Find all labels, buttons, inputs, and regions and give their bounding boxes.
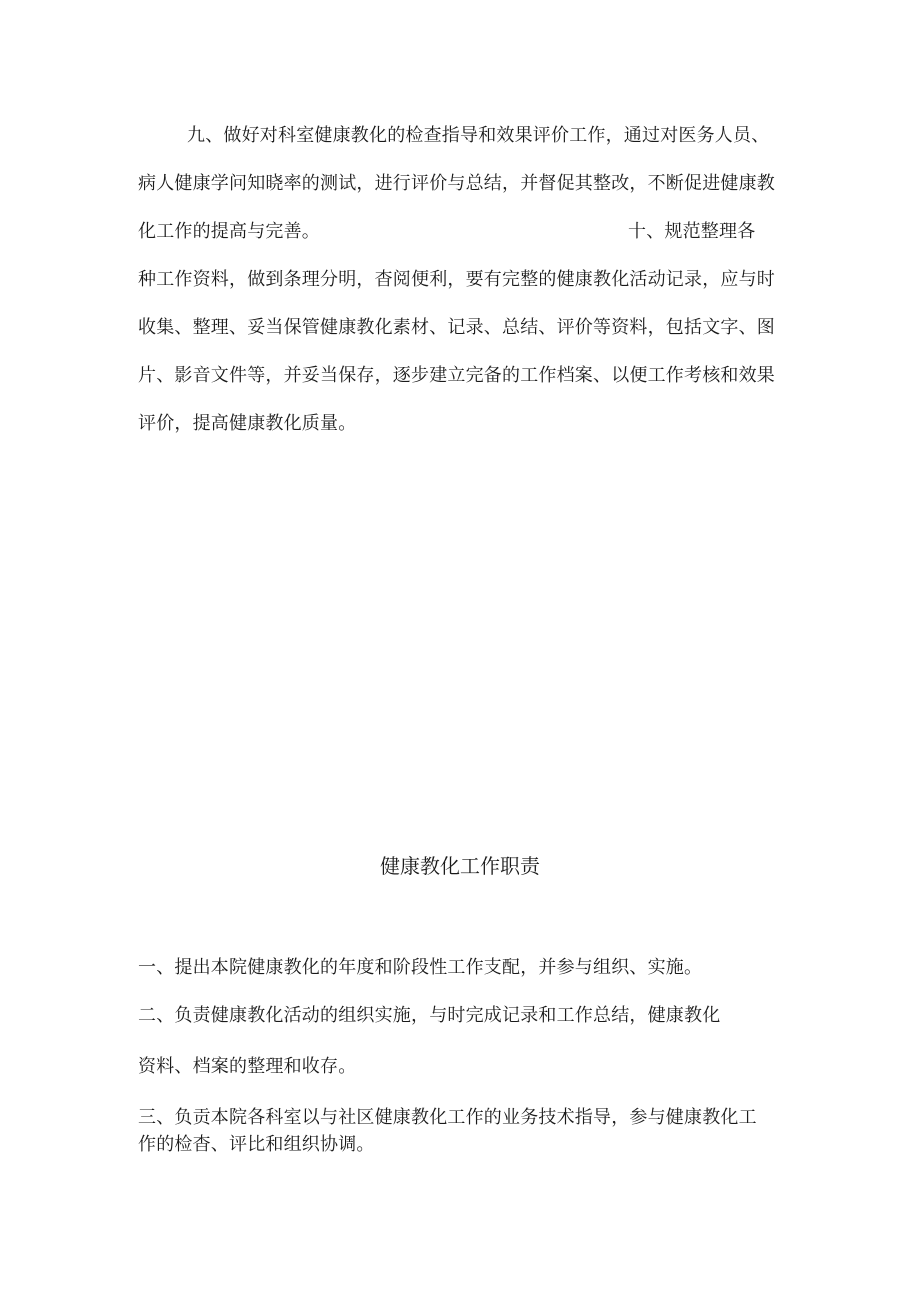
paragraph-ten-line-1: 十、规范整理各 [628, 221, 756, 242]
duty-item-2-line-1: 二、负责健康教化活动的组织实施，与时完成记录和工作总结，健康教化 [138, 1005, 721, 1026]
section-title: 健康教化工作职责 [380, 854, 540, 878]
duty-item-3-line-1: 三、负贡本院各科室以与社区健康教化工作的业务技术指导，参与健康教化工 [138, 1107, 757, 1128]
paragraph-ten-line-2: 种工作资料，做到条理分明，杳阅便利，要有完整的健康教化活动记录，应与时 [138, 269, 775, 290]
duty-item-2-line-2: 资料、档案的整理和收存。 [138, 1056, 357, 1077]
paragraph-ten-line-4: 片、影音文件等，并妥当保存，逐步建立完备的工作档案、以便工作考核和效果 [138, 365, 775, 386]
paragraph-nine-line-2: 病人健康学问知晓率的测试，进行评价与总结，并督促其整改，不断促进健康教 [138, 173, 775, 194]
paragraph-ten-line-5: 评价，提高健康教化质量。 [138, 413, 357, 434]
paragraph-nine-line-3: 化工作的提高与完善。 [138, 221, 320, 242]
paragraph-nine-line-1: 九、做好对科室健康教化的检查指导和效果评价工作，通过对医务人员、 [187, 125, 770, 146]
duty-item-1: 一、提出本院健康教化的年度和阶段性工作支配，并参与组织、实施。 [138, 957, 703, 978]
paragraph-ten-line-3: 收集、整理、妥当保管健康教化素材、记录、总结、评价等资料，包括文字、图 [138, 317, 775, 338]
duty-item-3-line-2: 作的检杳、评比和组织协调。 [138, 1134, 375, 1155]
